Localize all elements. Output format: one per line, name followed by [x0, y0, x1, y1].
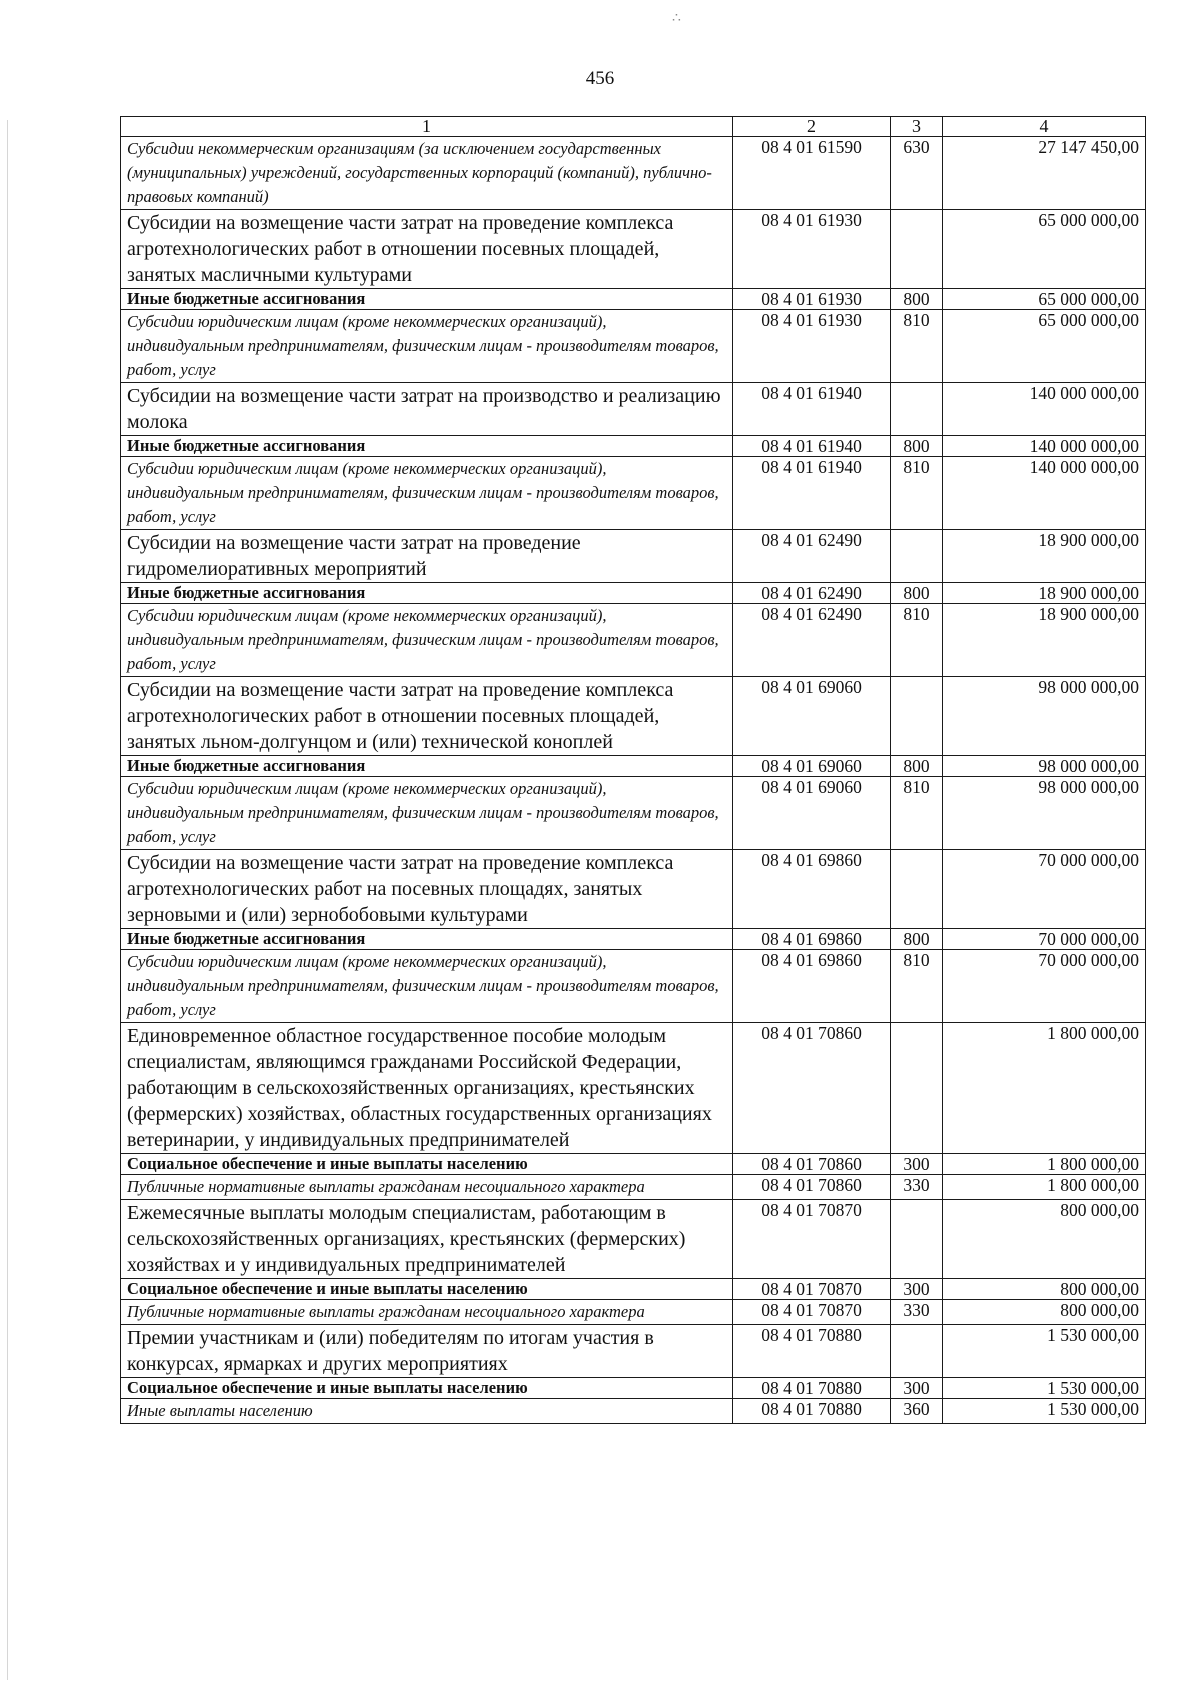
column-header-code: 2: [733, 117, 891, 137]
row-amount: 800 000,00: [943, 1279, 1146, 1300]
table-row: [121, 1378, 1146, 1399]
row-expense-type: 800: [891, 929, 943, 950]
table-row: [121, 1175, 1146, 1200]
table-row: [121, 850, 1146, 929]
row-code: 08 4 01 70880: [733, 1378, 891, 1399]
row-amount: 1 800 000,00: [943, 1154, 1146, 1175]
table-row: [121, 604, 1146, 677]
row-name: Социальное обеспечение и иные выплаты населению: [121, 1378, 733, 1399]
row-name: Публичные нормативные выплаты гражданам несоциального характера: [121, 1300, 733, 1325]
row-expense-type: 800: [891, 756, 943, 777]
row-expense-type: [891, 1200, 943, 1279]
table-header-row: [121, 117, 1146, 137]
row-code: 08 4 01 69860: [733, 950, 891, 1023]
table-row: [121, 289, 1146, 310]
row-code: 08 4 01 70870: [733, 1200, 891, 1279]
row-name: Социальное обеспечение и иные выплаты населению: [121, 1279, 733, 1300]
row-code: 08 4 01 69860: [733, 929, 891, 950]
row-code: 08 4 01 70860: [733, 1175, 891, 1200]
row-name: Единовременное областное государственное пособие молодым специалистам, являющимся гражданами Российской Федерации, работающим в сельскохозяйственных организациях, крестьянских (фермерских) хозяйствах, областных государственных организациях ветеринарии, у индивидуальных предпринимателей: [121, 1023, 733, 1154]
row-name: Субсидии юридическим лицам (кроме некоммерческих организаций), индивидуальным предпринимателям, физическим лицам - производителям товаров, работ, услуг: [121, 777, 733, 850]
row-amount: 18 900 000,00: [943, 583, 1146, 604]
table-row: [121, 950, 1146, 1023]
row-expense-type: 810: [891, 310, 943, 383]
row-code: 08 4 01 61940: [733, 383, 891, 436]
row-name: Публичные нормативные выплаты гражданам несоциального характера: [121, 1175, 733, 1200]
row-expense-type: [891, 1023, 943, 1154]
column-header-type: 3: [891, 117, 943, 137]
row-amount: 70 000 000,00: [943, 850, 1146, 929]
row-amount: 18 900 000,00: [943, 604, 1146, 677]
column-header-amount: 4: [943, 117, 1146, 137]
row-expense-type: [891, 530, 943, 583]
row-code: 08 4 01 61930: [733, 289, 891, 310]
row-code: 08 4 01 69060: [733, 756, 891, 777]
row-expense-type: 810: [891, 457, 943, 530]
row-name: Премии участникам и (или) победителям по итогам участия в конкурсах, ярмарках и других мероприятиях: [121, 1325, 733, 1378]
row-name: Иные бюджетные ассигнования: [121, 929, 733, 950]
table-row: [121, 210, 1146, 289]
scan-speck: ∴: [672, 11, 681, 26]
table-row: [121, 929, 1146, 950]
budget-table: [120, 116, 1146, 1424]
row-amount: 1 800 000,00: [943, 1023, 1146, 1154]
row-expense-type: 330: [891, 1300, 943, 1325]
table-row: [121, 1279, 1146, 1300]
row-expense-type: 810: [891, 777, 943, 850]
row-code: 08 4 01 70870: [733, 1279, 891, 1300]
row-code: 08 4 01 62490: [733, 530, 891, 583]
row-name: Субсидии на возмещение части затрат на проведение комплекса агротехнологических работ на посевных площадях, занятых зерновыми и (или) зернобобовыми культурами: [121, 850, 733, 929]
row-name: Ежемесячные выплаты молодым специалистам, работающим в сельскохозяйственных организациях, крестьянских (фермерских) хозяйствах и у индивидуальных предпринимателей: [121, 1200, 733, 1279]
table-row: [121, 1300, 1146, 1325]
row-amount: 1 530 000,00: [943, 1378, 1146, 1399]
row-name: Субсидии на возмещение части затрат на проведение гидромелиоративных мероприятий: [121, 530, 733, 583]
row-name: Иные бюджетные ассигнования: [121, 756, 733, 777]
row-expense-type: [891, 383, 943, 436]
table-row: [121, 137, 1146, 210]
row-code: 08 4 01 70860: [733, 1154, 891, 1175]
row-amount: 98 000 000,00: [943, 677, 1146, 756]
row-code: 08 4 01 70880: [733, 1399, 891, 1424]
table-row: [121, 1200, 1146, 1279]
table-row: [121, 777, 1146, 850]
table-row: [121, 436, 1146, 457]
row-expense-type: [891, 210, 943, 289]
row-amount: 65 000 000,00: [943, 310, 1146, 383]
row-amount: 70 000 000,00: [943, 950, 1146, 1023]
row-expense-type: 300: [891, 1154, 943, 1175]
table-row: [121, 1325, 1146, 1378]
row-amount: 1 530 000,00: [943, 1325, 1146, 1378]
row-amount: 70 000 000,00: [943, 929, 1146, 950]
row-code: 08 4 01 70880: [733, 1325, 891, 1378]
row-name: Субсидии на возмещение части затрат на проведение комплекса агротехнологических работ в отношении посевных площадей, занятых льном-долгунцом и (или) технической коноплей: [121, 677, 733, 756]
row-amount: 18 900 000,00: [943, 530, 1146, 583]
row-name: Иные бюджетные ассигнования: [121, 436, 733, 457]
table-row: [121, 457, 1146, 530]
row-code: 08 4 01 61590: [733, 137, 891, 210]
row-name: Субсидии на возмещение части затрат на производство и реализацию молока: [121, 383, 733, 436]
row-name: Иные выплаты населению: [121, 1399, 733, 1424]
row-name: Субсидии юридическим лицам (кроме некоммерческих организаций), индивидуальным предпринимателям, физическим лицам - производителям товаров, работ, услуг: [121, 950, 733, 1023]
row-expense-type: [891, 850, 943, 929]
table-row: [121, 383, 1146, 436]
row-expense-type: 300: [891, 1378, 943, 1399]
row-name: Иные бюджетные ассигнования: [121, 289, 733, 310]
row-expense-type: 360: [891, 1399, 943, 1424]
row-code: 08 4 01 69060: [733, 677, 891, 756]
row-amount: 98 000 000,00: [943, 756, 1146, 777]
column-header-name: 1: [121, 117, 733, 137]
row-code: 08 4 01 62490: [733, 583, 891, 604]
table-row: [121, 310, 1146, 383]
row-code: 08 4 01 70860: [733, 1023, 891, 1154]
row-code: 08 4 01 69060: [733, 777, 891, 850]
row-name: Иные бюджетные ассигнования: [121, 583, 733, 604]
row-expense-type: 800: [891, 583, 943, 604]
row-amount: 140 000 000,00: [943, 436, 1146, 457]
row-amount: 27 147 450,00: [943, 137, 1146, 210]
row-code: 08 4 01 61930: [733, 210, 891, 289]
row-amount: 800 000,00: [943, 1200, 1146, 1279]
table-row: [121, 1399, 1146, 1424]
row-name: Субсидии юридическим лицам (кроме некоммерческих организаций), индивидуальным предпринимателям, физическим лицам - производителям товаров, работ, услуг: [121, 457, 733, 530]
row-expense-type: [891, 677, 943, 756]
row-expense-type: 330: [891, 1175, 943, 1200]
row-expense-type: 810: [891, 950, 943, 1023]
table-body: [121, 137, 1146, 1424]
row-amount: 140 000 000,00: [943, 457, 1146, 530]
row-name: Субсидии юридическим лицам (кроме некоммерческих организаций), индивидуальным предпринимателям, физическим лицам - производителям товаров, работ, услуг: [121, 604, 733, 677]
row-amount: 65 000 000,00: [943, 289, 1146, 310]
row-amount: 98 000 000,00: [943, 777, 1146, 850]
row-expense-type: 630: [891, 137, 943, 210]
row-amount: 1 800 000,00: [943, 1175, 1146, 1200]
row-expense-type: 810: [891, 604, 943, 677]
row-amount: 140 000 000,00: [943, 383, 1146, 436]
table-row: [121, 756, 1146, 777]
row-code: 08 4 01 70870: [733, 1300, 891, 1325]
table-row: [121, 530, 1146, 583]
row-expense-type: 800: [891, 289, 943, 310]
row-name: Социальное обеспечение и иные выплаты населению: [121, 1154, 733, 1175]
row-name: Субсидии на возмещение части затрат на проведение комплекса агротехнологических работ в отношении посевных площадей, занятых масличными культурами: [121, 210, 733, 289]
row-expense-type: 800: [891, 436, 943, 457]
table-row: [121, 1154, 1146, 1175]
row-name: Субсидии юридическим лицам (кроме некоммерческих организаций), индивидуальным предпринимателям, физическим лицам - производителям товаров, работ, услуг: [121, 310, 733, 383]
table-row: [121, 583, 1146, 604]
row-code: 08 4 01 62490: [733, 604, 891, 677]
row-expense-type: 300: [891, 1279, 943, 1300]
row-code: 08 4 01 61930: [733, 310, 891, 383]
row-expense-type: [891, 1325, 943, 1378]
page-number: 456: [585, 68, 615, 89]
table-row: [121, 1023, 1146, 1154]
row-amount: 1 530 000,00: [943, 1399, 1146, 1424]
scan-edge-line: [7, 120, 8, 1680]
row-code: 08 4 01 61940: [733, 436, 891, 457]
row-amount: 65 000 000,00: [943, 210, 1146, 289]
row-amount: 800 000,00: [943, 1300, 1146, 1325]
row-code: 08 4 01 69860: [733, 850, 891, 929]
row-name: Субсидии некоммерческим организациям (за исключением государственных (муниципальных) учреждений, государственных корпораций (компаний), публично-правовых компаний): [121, 137, 733, 210]
table-row: [121, 677, 1146, 756]
row-code: 08 4 01 61940: [733, 457, 891, 530]
